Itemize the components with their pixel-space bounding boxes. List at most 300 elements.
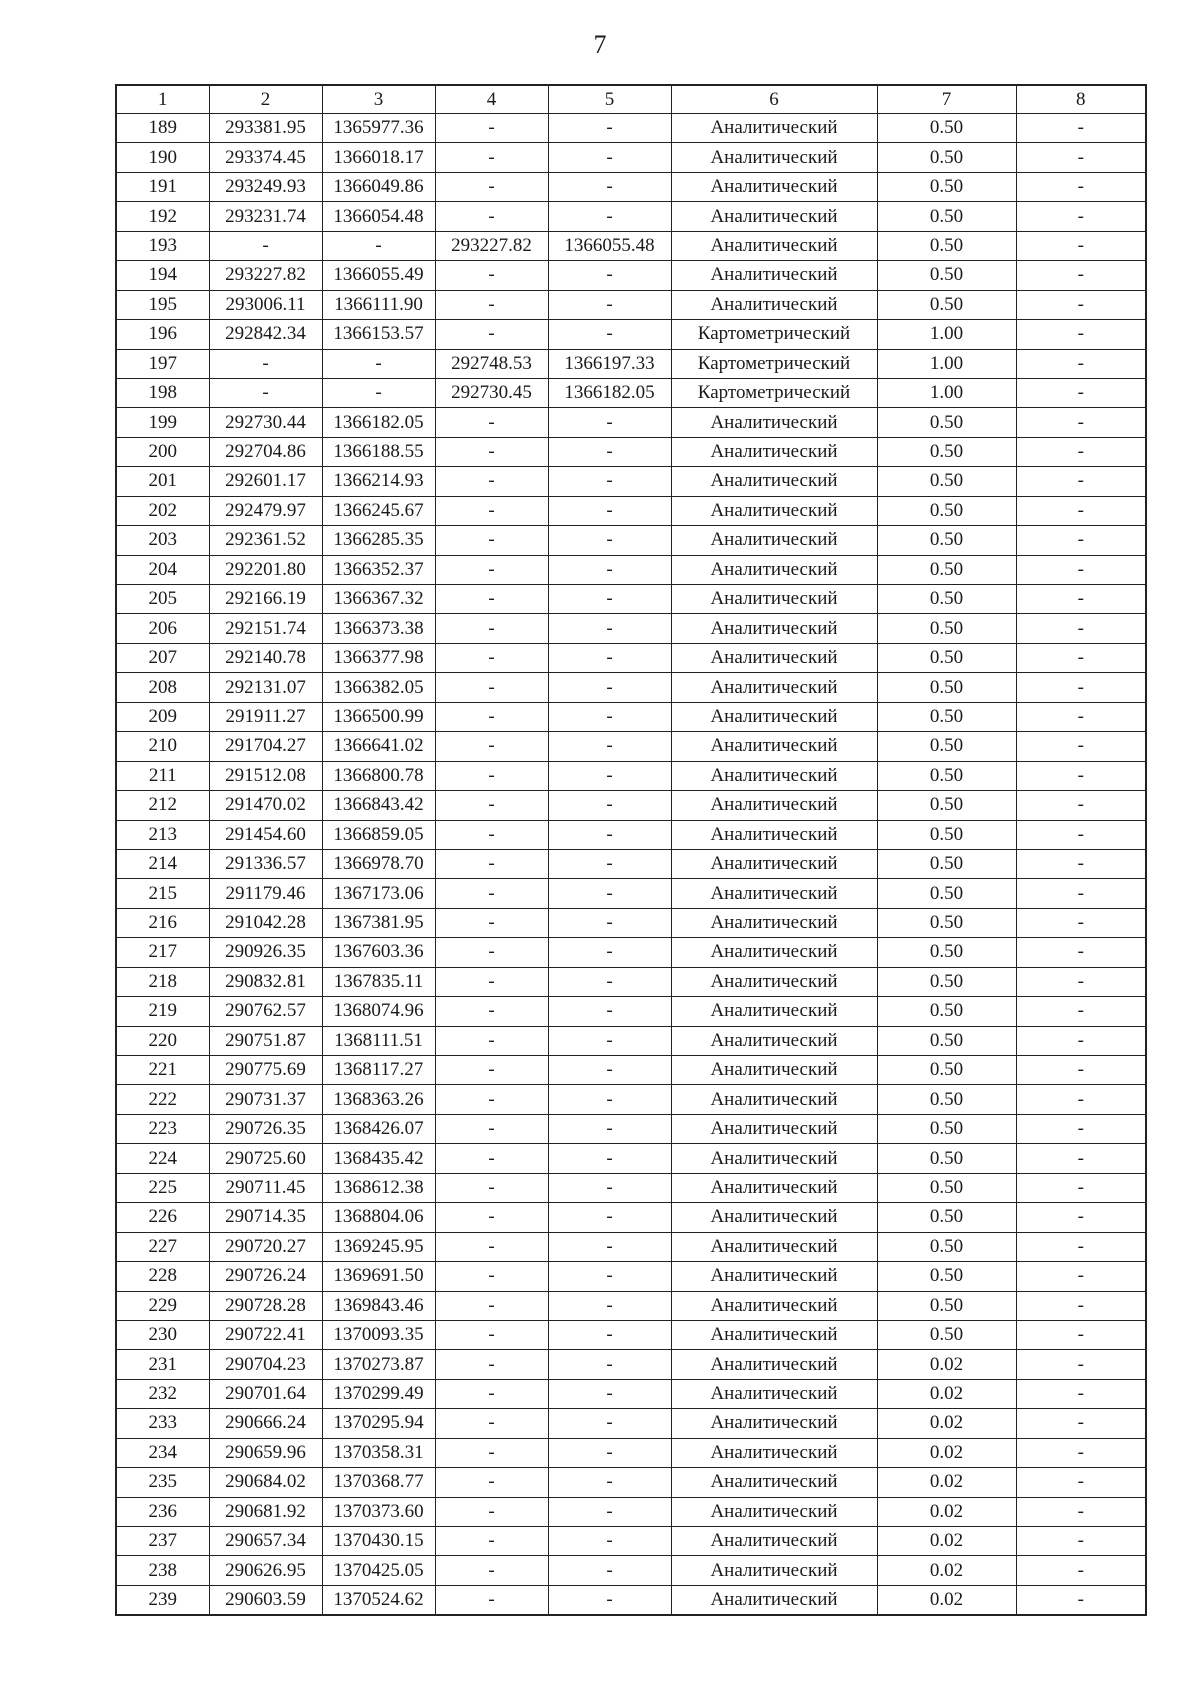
point-number-cell: 199	[116, 408, 209, 437]
note-cell: -	[1016, 526, 1146, 555]
accuracy-cell: 0.50	[877, 1320, 1016, 1349]
x-coordinate-cell: 290704.23	[209, 1350, 322, 1379]
x-coordinate-cell: 290832.81	[209, 967, 322, 996]
y-coordinate-cell: -	[322, 378, 435, 407]
table-row	[116, 143, 1146, 172]
table-body	[116, 114, 1146, 1616]
note-cell: -	[1016, 231, 1146, 260]
x-new-cell: -	[435, 1056, 548, 1085]
point-number-cell: 228	[116, 1262, 209, 1291]
x-coordinate-cell: -	[209, 349, 322, 378]
y-new-cell: -	[548, 320, 671, 349]
page-number: 7	[593, 30, 607, 59]
x-new-cell: -	[435, 879, 548, 908]
x-coordinate-cell: 290728.28	[209, 1291, 322, 1320]
note-cell: -	[1016, 908, 1146, 937]
accuracy-cell: 0.02	[877, 1585, 1016, 1615]
method-cell: Аналитический	[671, 908, 877, 937]
x-coordinate-cell: 292730.44	[209, 408, 322, 437]
method-cell: Аналитический	[671, 1173, 877, 1202]
note-cell: -	[1016, 467, 1146, 496]
table-row	[116, 1468, 1146, 1497]
note-cell: -	[1016, 143, 1146, 172]
x-coordinate-cell: 290684.02	[209, 1468, 322, 1497]
x-coordinate-cell: 291042.28	[209, 908, 322, 937]
note-cell: -	[1016, 1114, 1146, 1143]
x-new-cell: -	[435, 114, 548, 143]
point-number-cell: 213	[116, 820, 209, 849]
table-row	[116, 1173, 1146, 1202]
y-new-cell: -	[548, 702, 671, 731]
column-header: 7	[877, 85, 1016, 114]
method-cell: Аналитический	[671, 467, 877, 496]
y-new-cell: -	[548, 526, 671, 555]
y-coordinate-cell: 1366055.49	[322, 261, 435, 290]
y-coordinate-cell: 1366188.55	[322, 437, 435, 466]
y-coordinate-cell: 1370524.62	[322, 1585, 435, 1615]
note-cell: -	[1016, 408, 1146, 437]
y-coordinate-cell: 1368074.96	[322, 997, 435, 1026]
x-coordinate-cell: 290775.69	[209, 1056, 322, 1085]
y-new-cell: -	[548, 261, 671, 290]
x-coordinate-cell: 290626.95	[209, 1556, 322, 1585]
y-coordinate-cell: 1366641.02	[322, 732, 435, 761]
note-cell: -	[1016, 1144, 1146, 1173]
point-number-cell: 230	[116, 1320, 209, 1349]
y-new-cell: -	[548, 1409, 671, 1438]
method-cell: Аналитический	[671, 761, 877, 790]
table-row	[116, 1144, 1146, 1173]
note-cell: -	[1016, 114, 1146, 143]
accuracy-cell: 0.50	[877, 290, 1016, 319]
accuracy-cell: 0.02	[877, 1379, 1016, 1408]
point-number-cell: 206	[116, 614, 209, 643]
x-new-cell: -	[435, 643, 548, 672]
note-cell: -	[1016, 496, 1146, 525]
x-coordinate-cell: 293381.95	[209, 114, 322, 143]
x-new-cell: -	[435, 467, 548, 496]
y-new-cell: -	[548, 967, 671, 996]
y-new-cell: -	[548, 732, 671, 761]
y-new-cell: -	[548, 1026, 671, 1055]
accuracy-cell: 0.50	[877, 1232, 1016, 1261]
y-new-cell: -	[548, 1468, 671, 1497]
accuracy-cell: 0.50	[877, 585, 1016, 614]
y-coordinate-cell: 1366245.67	[322, 496, 435, 525]
table-row	[116, 820, 1146, 849]
y-coordinate-cell: 1368612.38	[322, 1173, 435, 1202]
y-coordinate-cell: 1366859.05	[322, 820, 435, 849]
accuracy-cell: 0.50	[877, 496, 1016, 525]
method-cell: Аналитический	[671, 1114, 877, 1143]
point-number-cell: 218	[116, 967, 209, 996]
method-cell: Аналитический	[671, 143, 877, 172]
table-row	[116, 585, 1146, 614]
y-coordinate-cell: 1370430.15	[322, 1527, 435, 1556]
y-coordinate-cell: 1370093.35	[322, 1320, 435, 1349]
table-row	[116, 1556, 1146, 1585]
x-coordinate-cell: 291470.02	[209, 791, 322, 820]
y-coordinate-cell: 1366054.48	[322, 202, 435, 231]
accuracy-cell: 0.50	[877, 1203, 1016, 1232]
y-new-cell: -	[548, 1173, 671, 1202]
note-cell: -	[1016, 1173, 1146, 1202]
x-new-cell: -	[435, 1527, 548, 1556]
x-new-cell: -	[435, 702, 548, 731]
table-row	[116, 1085, 1146, 1114]
table-row	[116, 496, 1146, 525]
table-row	[116, 1409, 1146, 1438]
x-new-cell: -	[435, 437, 548, 466]
y-coordinate-cell: 1366285.35	[322, 526, 435, 555]
point-number-cell: 210	[116, 732, 209, 761]
y-coordinate-cell: 1366018.17	[322, 143, 435, 172]
y-new-cell: -	[548, 908, 671, 937]
x-coordinate-cell: 290725.60	[209, 1144, 322, 1173]
y-new-cell: -	[548, 1556, 671, 1585]
x-new-cell: -	[435, 1409, 548, 1438]
y-coordinate-cell: 1370373.60	[322, 1497, 435, 1526]
point-number-cell: 214	[116, 849, 209, 878]
note-cell: -	[1016, 437, 1146, 466]
table-row	[116, 791, 1146, 820]
method-cell: Аналитический	[671, 1291, 877, 1320]
method-cell: Аналитический	[671, 555, 877, 584]
table-row	[116, 437, 1146, 466]
table-row	[116, 879, 1146, 908]
table-row	[116, 1026, 1146, 1055]
method-cell: Аналитический	[671, 496, 877, 525]
point-number-cell: 239	[116, 1585, 209, 1615]
y-new-cell: -	[548, 1262, 671, 1291]
accuracy-cell: 0.50	[877, 202, 1016, 231]
y-new-cell: -	[548, 290, 671, 319]
accuracy-cell: 0.02	[877, 1556, 1016, 1585]
note-cell: -	[1016, 791, 1146, 820]
y-new-cell: -	[548, 673, 671, 702]
method-cell: Аналитический	[671, 1556, 877, 1585]
y-new-cell: 1366055.48	[548, 231, 671, 260]
x-new-cell: -	[435, 1291, 548, 1320]
x-new-cell: -	[435, 1468, 548, 1497]
point-number-cell: 204	[116, 555, 209, 584]
y-coordinate-cell: 1366843.42	[322, 791, 435, 820]
point-number-cell: 220	[116, 1026, 209, 1055]
y-new-cell: -	[548, 849, 671, 878]
method-cell: Картометрический	[671, 349, 877, 378]
point-number-cell: 202	[116, 496, 209, 525]
y-coordinate-cell: 1367173.06	[322, 879, 435, 908]
accuracy-cell: 0.02	[877, 1409, 1016, 1438]
point-number-cell: 215	[116, 879, 209, 908]
y-coordinate-cell: 1366153.57	[322, 320, 435, 349]
table-row	[116, 732, 1146, 761]
table-row	[116, 261, 1146, 290]
x-new-cell: -	[435, 673, 548, 702]
x-new-cell: -	[435, 1232, 548, 1261]
accuracy-cell: 0.50	[877, 732, 1016, 761]
y-new-cell: -	[548, 1585, 671, 1615]
table-row	[116, 290, 1146, 319]
x-coordinate-cell: 290926.35	[209, 938, 322, 967]
point-number-cell: 223	[116, 1114, 209, 1143]
method-cell: Аналитический	[671, 526, 877, 555]
method-cell: Аналитический	[671, 1438, 877, 1467]
method-cell: Аналитический	[671, 732, 877, 761]
accuracy-cell: 0.02	[877, 1438, 1016, 1467]
note-cell: -	[1016, 349, 1146, 378]
x-coordinate-cell: 290711.45	[209, 1173, 322, 1202]
point-number-cell: 235	[116, 1468, 209, 1497]
accuracy-cell: 0.02	[877, 1468, 1016, 1497]
x-coordinate-cell: 290714.35	[209, 1203, 322, 1232]
method-cell: Аналитический	[671, 791, 877, 820]
column-header: 5	[548, 85, 671, 114]
note-cell: -	[1016, 1585, 1146, 1615]
y-coordinate-cell: 1367835.11	[322, 967, 435, 996]
point-number-cell: 226	[116, 1203, 209, 1232]
note-cell: -	[1016, 614, 1146, 643]
x-coordinate-cell: 293249.93	[209, 172, 322, 201]
x-new-cell: -	[435, 261, 548, 290]
accuracy-cell: 0.50	[877, 1114, 1016, 1143]
column-header: 2	[209, 85, 322, 114]
note-cell: -	[1016, 1320, 1146, 1349]
y-coordinate-cell: 1369691.50	[322, 1262, 435, 1291]
y-coordinate-cell: 1368111.51	[322, 1026, 435, 1055]
accuracy-cell: 1.00	[877, 349, 1016, 378]
accuracy-cell: 0.50	[877, 1056, 1016, 1085]
method-cell: Картометрический	[671, 378, 877, 407]
point-number-cell: 229	[116, 1291, 209, 1320]
y-coordinate-cell: 1369245.95	[322, 1232, 435, 1261]
accuracy-cell: 0.50	[877, 673, 1016, 702]
y-coordinate-cell: 1366373.38	[322, 614, 435, 643]
x-new-cell: -	[435, 1173, 548, 1202]
method-cell: Аналитический	[671, 1497, 877, 1526]
point-number-cell: 201	[116, 467, 209, 496]
y-new-cell: -	[548, 408, 671, 437]
y-coordinate-cell: 1366352.37	[322, 555, 435, 584]
accuracy-cell: 1.00	[877, 320, 1016, 349]
y-new-cell: -	[548, 467, 671, 496]
table-row	[116, 349, 1146, 378]
note-cell: -	[1016, 820, 1146, 849]
accuracy-cell: 0.50	[877, 467, 1016, 496]
point-number-cell: 212	[116, 791, 209, 820]
y-new-cell: -	[548, 1232, 671, 1261]
note-cell: -	[1016, 172, 1146, 201]
y-new-cell: -	[548, 1527, 671, 1556]
note-cell: -	[1016, 1409, 1146, 1438]
point-number-cell: 190	[116, 143, 209, 172]
note-cell: -	[1016, 938, 1146, 967]
x-new-cell: -	[435, 732, 548, 761]
y-new-cell: -	[548, 1497, 671, 1526]
x-new-cell: -	[435, 496, 548, 525]
y-coordinate-cell: 1365977.36	[322, 114, 435, 143]
x-new-cell: -	[435, 614, 548, 643]
table-row	[116, 1497, 1146, 1526]
method-cell: Аналитический	[671, 1262, 877, 1291]
accuracy-cell: 0.50	[877, 643, 1016, 672]
note-cell: -	[1016, 997, 1146, 1026]
table-row	[116, 202, 1146, 231]
method-cell: Аналитический	[671, 879, 877, 908]
x-coordinate-cell: 293374.45	[209, 143, 322, 172]
y-new-cell: -	[548, 614, 671, 643]
x-new-cell: -	[435, 408, 548, 437]
table-row	[116, 114, 1146, 143]
y-coordinate-cell: 1370358.31	[322, 1438, 435, 1467]
table-row	[116, 467, 1146, 496]
point-number-cell: 222	[116, 1085, 209, 1114]
y-coordinate-cell: 1366377.98	[322, 643, 435, 672]
note-cell: -	[1016, 1291, 1146, 1320]
x-coordinate-cell: 292140.78	[209, 643, 322, 672]
accuracy-cell: 0.50	[877, 702, 1016, 731]
x-new-cell: -	[435, 1114, 548, 1143]
point-number-cell: 236	[116, 1497, 209, 1526]
point-number-cell: 221	[116, 1056, 209, 1085]
x-coordinate-cell: 291911.27	[209, 702, 322, 731]
y-new-cell: -	[548, 172, 671, 201]
y-new-cell: -	[548, 997, 671, 1026]
y-new-cell: -	[548, 791, 671, 820]
x-coordinate-cell: 292201.80	[209, 555, 322, 584]
y-coordinate-cell: 1366500.99	[322, 702, 435, 731]
x-coordinate-cell: 290603.59	[209, 1585, 322, 1615]
point-number-cell: 197	[116, 349, 209, 378]
table-row	[116, 1320, 1146, 1349]
y-new-cell: -	[548, 820, 671, 849]
x-coordinate-cell: -	[209, 378, 322, 407]
method-cell: Аналитический	[671, 1468, 877, 1497]
table-row	[116, 1438, 1146, 1467]
y-coordinate-cell: 1366182.05	[322, 408, 435, 437]
point-number-cell: 232	[116, 1379, 209, 1408]
y-new-cell: -	[548, 1350, 671, 1379]
table-row	[116, 1262, 1146, 1291]
table-row	[116, 320, 1146, 349]
y-new-cell: -	[548, 143, 671, 172]
method-cell: Аналитический	[671, 849, 877, 878]
method-cell: Аналитический	[671, 643, 877, 672]
note-cell: -	[1016, 202, 1146, 231]
x-coordinate-cell: 290726.24	[209, 1262, 322, 1291]
table-row	[116, 1379, 1146, 1408]
y-coordinate-cell: 1366978.70	[322, 849, 435, 878]
y-coordinate-cell: 1370273.87	[322, 1350, 435, 1379]
x-coordinate-cell: 291336.57	[209, 849, 322, 878]
x-new-cell: -	[435, 1203, 548, 1232]
y-coordinate-cell: 1369843.46	[322, 1291, 435, 1320]
table-row	[116, 614, 1146, 643]
y-new-cell: -	[548, 1438, 671, 1467]
y-coordinate-cell: 1367603.36	[322, 938, 435, 967]
point-number-cell: 208	[116, 673, 209, 702]
point-number-cell: 238	[116, 1556, 209, 1585]
accuracy-cell: 0.50	[877, 997, 1016, 1026]
accuracy-cell: 0.50	[877, 761, 1016, 790]
point-number-cell: 194	[116, 261, 209, 290]
note-cell: -	[1016, 320, 1146, 349]
method-cell: Аналитический	[671, 938, 877, 967]
x-new-cell: -	[435, 1350, 548, 1379]
point-number-cell: 191	[116, 172, 209, 201]
note-cell: -	[1016, 585, 1146, 614]
table-row	[116, 555, 1146, 584]
table-row	[116, 1056, 1146, 1085]
x-new-cell: 292730.45	[435, 378, 548, 407]
note-cell: -	[1016, 378, 1146, 407]
table-row	[116, 408, 1146, 437]
y-new-cell: 1366197.33	[548, 349, 671, 378]
point-number-cell: 196	[116, 320, 209, 349]
point-number-cell: 195	[116, 290, 209, 319]
y-new-cell: -	[548, 437, 671, 466]
point-number-cell: 203	[116, 526, 209, 555]
method-cell: Аналитический	[671, 997, 877, 1026]
y-coordinate-cell: 1366382.05	[322, 673, 435, 702]
x-new-cell: -	[435, 526, 548, 555]
point-number-cell: 224	[116, 1144, 209, 1173]
coordinates-table	[115, 84, 1147, 1616]
note-cell: -	[1016, 1085, 1146, 1114]
accuracy-cell: 0.50	[877, 143, 1016, 172]
note-cell: -	[1016, 967, 1146, 996]
x-coordinate-cell: 290666.24	[209, 1409, 322, 1438]
point-number-cell: 207	[116, 643, 209, 672]
accuracy-cell: 0.50	[877, 1026, 1016, 1055]
method-cell: Аналитический	[671, 290, 877, 319]
method-cell: Аналитический	[671, 1350, 877, 1379]
x-new-cell: -	[435, 1085, 548, 1114]
y-new-cell: -	[548, 1379, 671, 1408]
x-coordinate-cell: 292361.52	[209, 526, 322, 555]
y-coordinate-cell: 1366111.90	[322, 290, 435, 319]
table-row	[116, 702, 1146, 731]
y-coordinate-cell: 1366367.32	[322, 585, 435, 614]
x-coordinate-cell: 292842.34	[209, 320, 322, 349]
y-new-cell: -	[548, 879, 671, 908]
accuracy-cell: 0.50	[877, 437, 1016, 466]
y-new-cell: -	[548, 496, 671, 525]
point-number-cell: 233	[116, 1409, 209, 1438]
x-new-cell: -	[435, 1438, 548, 1467]
table-row	[116, 1232, 1146, 1261]
method-cell: Аналитический	[671, 1409, 877, 1438]
point-number-cell: 219	[116, 997, 209, 1026]
x-coordinate-cell: 291179.46	[209, 879, 322, 908]
point-number-cell: 225	[116, 1173, 209, 1202]
y-coordinate-cell: 1368363.26	[322, 1085, 435, 1114]
point-number-cell: 211	[116, 761, 209, 790]
accuracy-cell: 0.50	[877, 820, 1016, 849]
y-coordinate-cell: 1370299.49	[322, 1379, 435, 1408]
x-new-cell: -	[435, 320, 548, 349]
x-new-cell: -	[435, 938, 548, 967]
accuracy-cell: 0.50	[877, 1262, 1016, 1291]
y-new-cell: -	[548, 761, 671, 790]
y-new-cell: -	[548, 1203, 671, 1232]
table-row	[116, 231, 1146, 260]
method-cell: Аналитический	[671, 1203, 877, 1232]
method-cell: Аналитический	[671, 1527, 877, 1556]
x-coordinate-cell: 292131.07	[209, 673, 322, 702]
note-cell: -	[1016, 1026, 1146, 1055]
accuracy-cell: 0.50	[877, 791, 1016, 820]
